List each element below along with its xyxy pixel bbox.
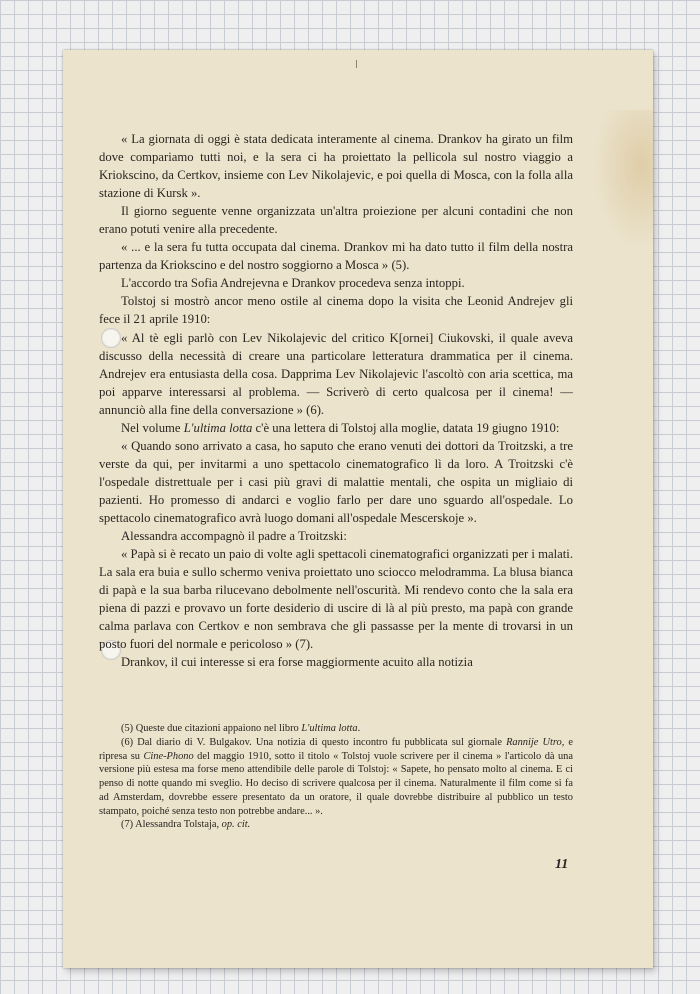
paragraph: « Al tè egli parlò con Lev Nikolajevic del critico K[ornei] Ciukovski, il quale aveva discusso della necessità di creare una particolare letteratura drammatica per il cinema. Andrejev era entusiasta della cosa. Dapprima Lev Nikolajevic l'ascoltò con aria scettica, ma poi apparve interessarsi al problema. — Scriverò di certo qualcosa per il cinema! — annunciò alla fine della conversazione » (6). [99,330,573,417]
footnote-text: (6) Dal diario di V. Bulgakov. Una notizia di questo incontro fu pubblicata sul giornale [121,736,507,748]
page-mark [356,60,357,68]
paragraph: « Quando sono arrivato a casa, ho saputo che erano venuti dei dottori da Troitzski, a tre verste da qui, per invitarmi a uno spettacolo cinematografico lì da loro. A Troitzski c'è l'ospedale distrettuale per i casi più gravi di malattie mentali, che ospita un migliaio di pazienti. Ho promesso di andarci e voglio farlo per dare uno sguardo all'ospedale. Lo spettacolo cinematografico avrà luogo domani all'ospedale Mescerskoje ». [99,438,573,525]
paragraph: Alessandra accompagnò il padre a Troitzski: [121,529,347,544]
paragraph: L'accordo tra Sofia Andrejevna e Drankov procedeva senza intoppi. [121,276,465,291]
footnote-7 [99,818,573,832]
newspaper-title: Rannije Utro [506,736,562,748]
footnote-text: , e ripresa su [99,736,574,762]
book-title: L'ultima lotta [183,420,253,435]
page-number: 11 [555,857,569,872]
paragraph [99,419,573,437]
footnote-5 [99,722,573,736]
footnote-text: del maggio 1910, sotto il titolo « Tolstoj vuole scrivere per il cinema » l'articolo dà una versione più estesa ma forse meno attendibile delle parole di Tolstoj: « Sapete, ho pensato molto al cinema. E ci penso di notte quando mi sveglio. Ho deciso di scrivere qualcosa per il cinema. Naturalmente il film come si fa ad Amsterdam, dovrebbe essere presentato da un oratore, il quale dovrebbe distribuire al pubblico un testo stampato, poiché senza testo non potrebbe andare... ». [99,750,573,817]
paragraph: Drankov, il cui interesse si era forse maggiormente acuito alla notizia [121,655,473,670]
paragraph-text: Nel volume [121,420,184,435]
book-page [63,50,653,968]
book-title: L'ultima lotta [301,723,358,734]
footnote-text: (7) Alessandra Tolstaja, [121,819,222,831]
footnote-6 [99,736,573,819]
footnotes [99,722,573,832]
footnote-text: . [357,723,361,734]
paragraph: « ... e la sera fu tutta occupata dal cinema. Drankov mi ha dato tutto il film della nostra partenza da Kriokscino e del nostro soggiorno a Mosca » (5). [99,240,573,273]
paragraph: « Papà si è recato un paio di volte agli spettacoli cinematografici organizzati per i malati. La sala era buia e sullo schermo veniva proiettato uno sciocco melodramma. La blusa bianca di papà e la sua barba rilucevano debolmente nell'oscurità. Mi rendevo conto che la sala era piena di pazzi e provavo un forte desiderio di uscire di là al più presto, ma papà con grande calma parlava con Certkov e non sembrava che gli passasse per la mente di trovarsi in un posto fuori del normale e pericoloso » (7). [99,547,573,652]
magazine-title: Cine-Phono [143,750,194,762]
main-text [99,130,573,671]
paragraph: Il giorno seguente venne organizzata un'altra proiezione per alcuni contadini che non erano potuti venire alla precedente. [99,204,573,237]
citation-abbrev: op. cit. [221,819,251,831]
paragraph: « La giornata di oggi è stata dedicata interamente al cinema. Drankov ha girato un film dove compariamo tutti noi, e la sera ci ha proiettato la pellicola sul nostro viaggio a Kriokscino, da Certkov, insieme con Lev Nikolajevic, e poi quella di Mosca, con la folla alla stazione di Kursk ». [99,132,573,201]
paragraph: Tolstoj si mostrò ancor meno ostile al cinema dopo la visita che Leonid Andrejev gli fece il 21 aprile 1910: [99,294,573,327]
footnote-text: (5) Queste due citazioni appaiono nel libro [121,723,302,734]
paragraph-text: c'è una lettera di Tolstoj alla moglie, datata 19 giugno 1910: [252,420,560,435]
